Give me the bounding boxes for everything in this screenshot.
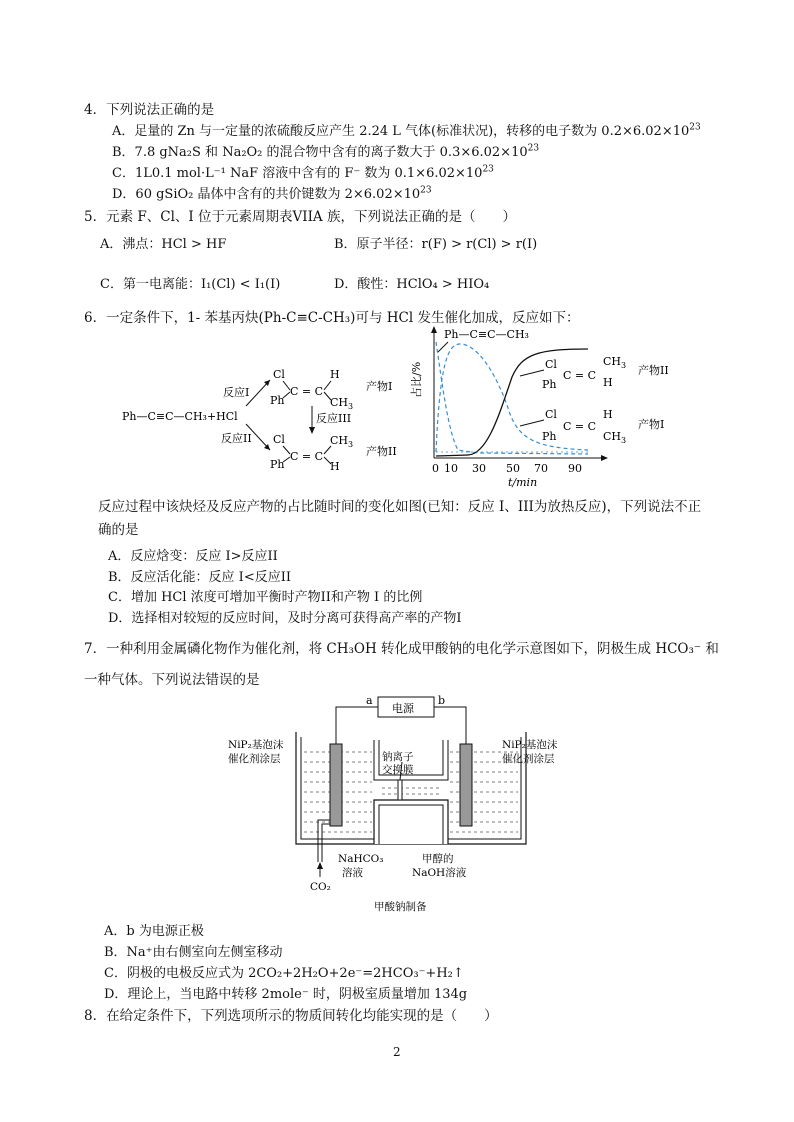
svg-text:H: H (603, 408, 613, 421)
svg-text:Cl: Cl (273, 433, 285, 446)
svg-text:Ph: Ph (542, 430, 557, 443)
q7-option-c: C．阴极的电极反应式为 2CO₂+2H₂O+2e⁻=2HCO₃⁻+H₂↑ (104, 966, 464, 981)
right-electrode (460, 744, 472, 826)
q4-option-c: C．1L0.1 mol·L⁻¹ NaF 溶液中含有的 F⁻ 数为 $0.1\times 6.02\times 10^{23}$ (112, 164, 494, 181)
tick-50: 50 (506, 462, 520, 475)
svg-text:Cl: Cl (545, 408, 557, 421)
q7-option-a: A．b 为电源正极 (104, 924, 204, 939)
svg-text:H: H (330, 368, 340, 381)
svg-text:H: H (330, 460, 340, 473)
q7-option-d: D．理论上，当电路中转移 2mole⁻ 时，阴极室质量增加 134g (104, 987, 468, 1002)
membrane-label-2: 交换膜 (382, 764, 414, 776)
curve-product-1 (436, 344, 588, 452)
svg-text:CH3: $CH_3$ (330, 434, 354, 449)
svg-text:C = C: C = C (290, 385, 324, 398)
q7-stem-2: 一种气体。下列说法错误的是 (84, 672, 260, 688)
q6-option-b: B．反应活化能：反应 I<反应II (108, 570, 291, 585)
svg-text:Cl: Cl (545, 358, 557, 371)
right-solution-label-1: 甲醇的 (422, 853, 454, 865)
reaction-scheme (118, 340, 418, 475)
svg-text:C = C: C = C (290, 450, 324, 463)
q6-desc-2: 确的是 (98, 522, 139, 538)
svg-text:Ph: Ph (270, 458, 285, 471)
svg-text:CH3: $CH_3$ (603, 430, 627, 445)
q5-option-d: D．酸性：HClO₄ > HIO₄ (334, 277, 490, 292)
graph-label-product-1: 产物I (638, 418, 665, 431)
label-reaction-2: 反应II (221, 432, 252, 445)
q6-option-d: D．选择相对较短的反应时间，及时分离可获得高产率的产物I (108, 611, 462, 626)
tick-90: 90 (568, 462, 582, 475)
left-solution-label-2: 溶液 (342, 867, 363, 879)
tick-0: 0 (432, 462, 439, 475)
electrolysis-diagram (226, 692, 586, 917)
q6-option-c: C．增加 HCl 浓度可增加平衡时产物II和产物 I 的比例 (108, 590, 423, 605)
svg-text:Cl: Cl (273, 368, 285, 381)
page-number: 2 (393, 1045, 401, 1059)
right-catalyst-label-1: NiP₂基泡沫 (502, 739, 558, 751)
scheme-reactant: Ph—C≡C—CH₃+HCl (122, 410, 238, 423)
curve-alkyne (436, 342, 588, 454)
label-product-1: 产物I (366, 380, 393, 393)
label-alkyne: Ph—C≡C—CH₃ (444, 328, 529, 341)
power-label: 电源 (392, 702, 414, 715)
right-catalyst-label-2: 催化剂涂层 (502, 753, 555, 765)
q5-option-a: A．沸点：HCl > HF (100, 237, 227, 252)
q4-stem: 4．下列说法正确的是 (84, 102, 215, 118)
label-product-2: 产物II (366, 445, 397, 458)
q5-option-b: B．原子半径：r(F) > r(Cl) > r(I) (334, 237, 538, 252)
q4-option-b: B．7.8 gNa₂S 和 Na₂O₂ 的混合物中含有的离子数大于 $0.3\times 6.02\times 10^{23}$ (112, 143, 540, 160)
x-axis-label: t/min (508, 476, 538, 489)
q7-stem-1: 7．一种利用金属磷化物作为催化剂，将 CH₃OH 转化成甲酸钠的电化学示意图如下，阴极生成 HCO₃⁻ 和 (84, 641, 719, 657)
tick-30: 30 (472, 462, 486, 475)
q8-stem: 8．在给定条件下，下列选项所示的物质间转化均能实现的是（ ） (84, 1008, 498, 1024)
terminal-a: a (366, 694, 373, 707)
q5-stem: 5．元素 F、Cl、I 位于元素周期表VIIA 族，下列说法正确的是（ ） (84, 209, 516, 225)
q5-option-c: C．第一电离能：I₁(Cl) < I₁(I) (100, 277, 281, 292)
svg-text:C = C: C = C (563, 420, 597, 433)
graph-label-product-2: 产物II (638, 364, 669, 377)
q7-option-b: B．Na⁺由右侧室向左侧室移动 (104, 945, 283, 960)
ratio-time-graph (408, 322, 698, 492)
svg-text:Ph: Ph (542, 378, 557, 391)
tick-10: 10 (444, 462, 458, 475)
svg-text:CH3: $CH_3$ (603, 355, 627, 370)
tick-70: 70 (534, 462, 548, 475)
y-axis-label: 占比/% (410, 361, 423, 398)
co2-label: CO₂ (310, 881, 331, 893)
ion-exchange-membrane (398, 780, 402, 800)
svg-text:H: H (603, 376, 613, 389)
diagram-caption: 甲酸钠制备 (374, 901, 427, 913)
left-catalyst-label-1: NiP₂基泡沫 (228, 739, 284, 751)
right-solution-label-2: NaOH溶液 (412, 867, 467, 879)
left-catalyst-label-2: 催化剂涂层 (228, 753, 281, 765)
left-solution-label-1: NaHCO₃ (338, 853, 384, 865)
q6-option-a: A．反应焓变：反应 I>反应II (108, 549, 278, 564)
terminal-b: b (438, 694, 446, 707)
svg-text:C = C: C = C (563, 369, 597, 382)
q6-desc-1: 反应过程中该炔烃及反应产物的占比随时间的变化如图(已知：反应 I、III为放热反应)，下列说法不正 (98, 499, 702, 515)
q6-stem: 6．一定条件下，1- 苯基丙炔(Ph-C≡C-CH₃)可与 HCl 发生催化加成，反应如下： (84, 310, 580, 326)
svg-text:Ph: Ph (270, 394, 285, 407)
label-reaction-1: 反应I (223, 386, 250, 399)
q4-option-d: D．60 gSiO₂ 晶体中含有的共价键数为 $2\times 6.02\times 10^{23}$ (112, 185, 432, 202)
membrane-label-1: 钠离子 (382, 751, 414, 763)
left-electrode (330, 744, 342, 826)
label-reaction-3: 反应III (316, 412, 352, 425)
q4-option-a: A．足量的 Zn 与一定量的浓硫酸反应产生 2.24 L 气体(标准状况)，转移的电子数为 $0.2\times 6.02\times 10^{23}$ (112, 122, 701, 139)
curve-product-2 (436, 349, 588, 456)
svg-text:CH3: $CH_3$ (330, 396, 354, 411)
